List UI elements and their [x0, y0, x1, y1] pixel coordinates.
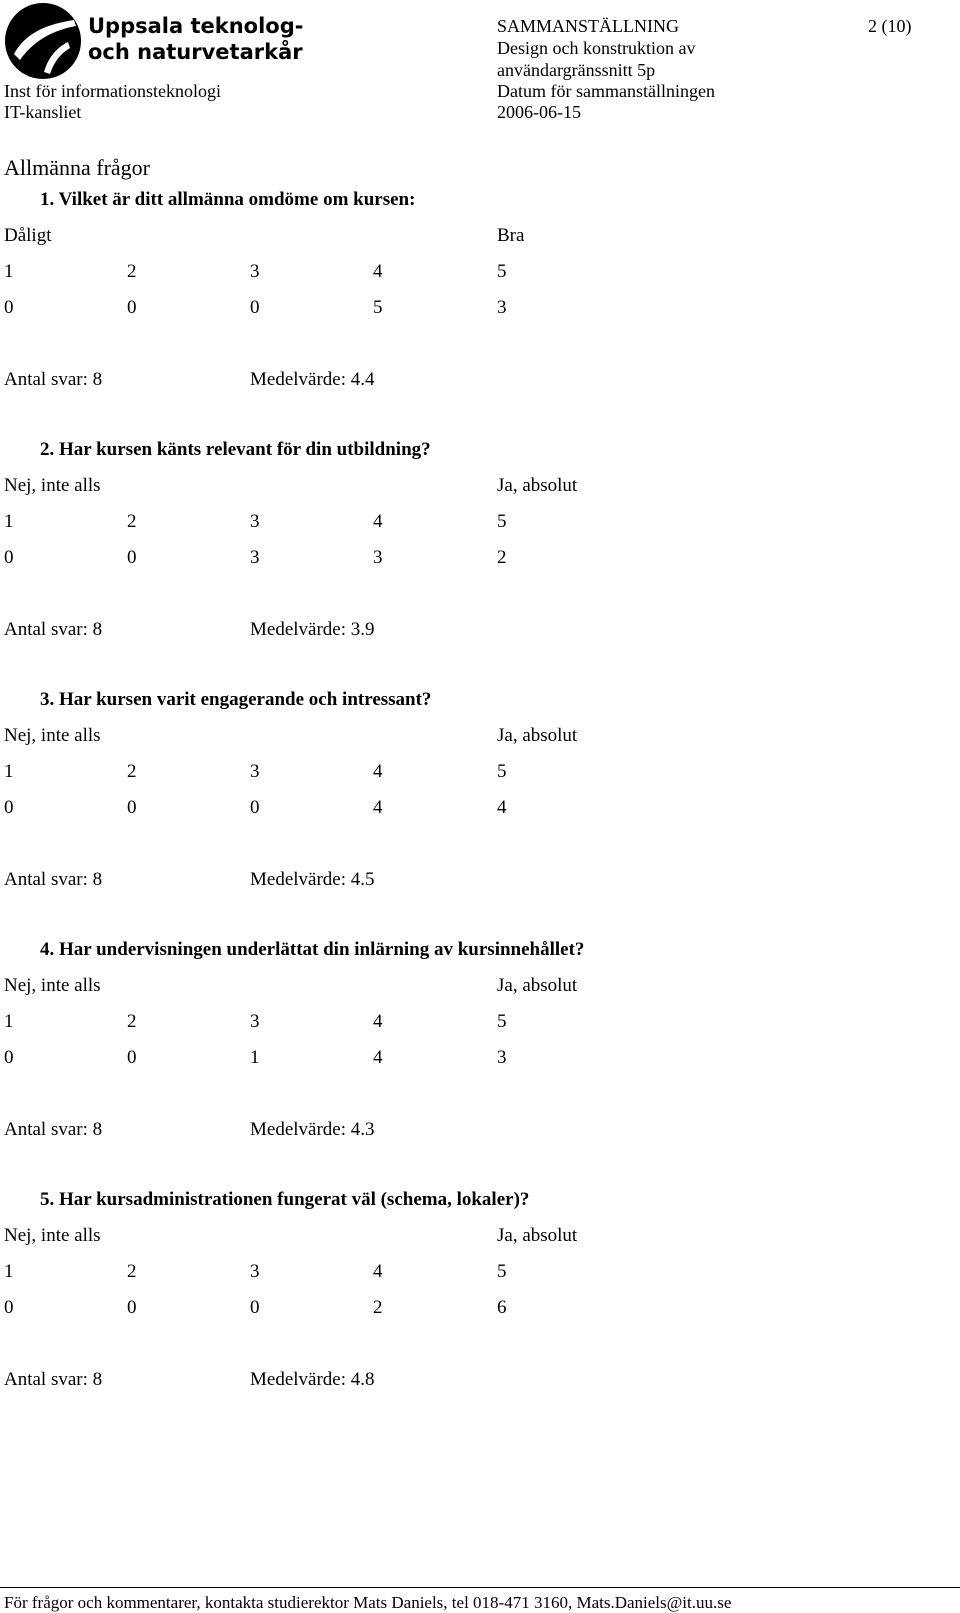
- footer-contact: För frågor och kommentarer, kontakta studierektor Mats Daniels, tel 018-471 3160, Mats.Daniels@it.uu.se: [4, 1593, 732, 1612]
- footer-divider: [0, 1587, 960, 1588]
- response-count: 0: [4, 297, 14, 318]
- mean-value: Medelvärde: 4.5: [250, 869, 375, 890]
- mean-value: Medelvärde: 4.4: [250, 369, 375, 390]
- scale-value: 3: [250, 1261, 260, 1282]
- response-count: 4: [373, 1047, 383, 1068]
- scale-high-label: Ja, absolut: [497, 475, 578, 496]
- scale-value: 1: [4, 511, 14, 532]
- scale-value: 2: [127, 261, 137, 282]
- response-count: 3: [497, 297, 507, 318]
- response-count: 6: [497, 1297, 507, 1318]
- scale-low-label: Nej, inte alls: [4, 975, 101, 996]
- scale-value: 3: [250, 511, 260, 532]
- course-name-line2: användargränssnitt 5p: [497, 60, 656, 80]
- scale-value: 3: [250, 261, 260, 282]
- scale-value: 4: [373, 1011, 383, 1032]
- org-name-line2: och naturvetarkår: [88, 40, 303, 64]
- date-label: Datum för sammanställningen: [497, 81, 715, 101]
- scale-value: 5: [497, 761, 507, 782]
- answer-count: Antal svar: 8: [4, 369, 103, 390]
- utn-logo-icon: [4, 2, 82, 80]
- scale-value: 5: [497, 1261, 507, 1282]
- response-count: 3: [373, 547, 383, 568]
- answer-count: Antal svar: 8: [4, 1119, 103, 1140]
- response-count: 0: [127, 547, 137, 568]
- question-block: [0, 1188, 960, 1418]
- question-block: [0, 188, 960, 418]
- scale-value: 2: [127, 511, 137, 532]
- question-title: 1. Vilket är ditt allmänna omdöme om kursen:: [40, 189, 416, 210]
- scale-value: 1: [4, 1261, 14, 1282]
- scale-value: 2: [127, 1261, 137, 1282]
- scale-value: 4: [373, 511, 383, 532]
- response-count: 5: [373, 297, 383, 318]
- scale-value: 4: [373, 261, 383, 282]
- response-count: 1: [250, 1047, 260, 1068]
- page-number: 2 (10): [868, 16, 912, 36]
- response-count: 0: [4, 1047, 14, 1068]
- section-title: Allmänna frågor: [4, 155, 150, 180]
- document-type: SAMMANSTÄLLNING: [497, 16, 680, 36]
- scale-value: 1: [4, 761, 14, 782]
- question-block: [0, 938, 960, 1168]
- response-count: 0: [127, 1297, 137, 1318]
- response-count: 0: [250, 297, 260, 318]
- mean-value: Medelvärde: 3.9: [250, 619, 375, 640]
- scale-value: 4: [373, 761, 383, 782]
- response-count: 2: [497, 547, 507, 568]
- scale-value: 1: [4, 261, 14, 282]
- scale-value: 5: [497, 1011, 507, 1032]
- response-count: 4: [373, 797, 383, 818]
- office: IT-kansliet: [4, 102, 82, 122]
- scale-high-label: Ja, absolut: [497, 975, 578, 996]
- scale-value: 5: [497, 511, 507, 532]
- answer-count: Antal svar: 8: [4, 869, 103, 890]
- course-name-line1: Design och konstruktion av: [497, 38, 696, 58]
- scale-value: 2: [127, 761, 137, 782]
- response-count: 0: [4, 1297, 14, 1318]
- response-count: 4: [497, 797, 507, 818]
- question-title: 3. Har kursen varit engagerande och intressant?: [40, 689, 432, 710]
- response-count: 0: [127, 1047, 137, 1068]
- response-count: 0: [250, 1297, 260, 1318]
- scale-low-label: Dåligt: [4, 225, 52, 246]
- response-count: 3: [497, 1047, 507, 1068]
- scale-value: 5: [497, 261, 507, 282]
- scale-value: 4: [373, 1261, 383, 1282]
- question-block: [0, 688, 960, 918]
- response-count: 0: [127, 797, 137, 818]
- scale-value: 3: [250, 1011, 260, 1032]
- answer-count: Antal svar: 8: [4, 619, 103, 640]
- scale-low-label: Nej, inte alls: [4, 1225, 101, 1246]
- report-date: 2006-06-15: [497, 102, 581, 122]
- scale-high-label: Ja, absolut: [497, 1225, 578, 1246]
- question-title: 4. Har undervisningen underlättat din inlärning av kursinnehållet?: [40, 939, 585, 960]
- response-count: 0: [250, 797, 260, 818]
- mean-value: Medelvärde: 4.8: [250, 1369, 375, 1390]
- response-count: 0: [4, 547, 14, 568]
- scale-low-label: Nej, inte alls: [4, 725, 101, 746]
- org-name-line1: Uppsala teknolog-: [88, 14, 304, 38]
- scale-high-label: Bra: [497, 225, 525, 246]
- scale-value: 3: [250, 761, 260, 782]
- response-count: 0: [127, 297, 137, 318]
- response-count: 3: [250, 547, 260, 568]
- scale-value: 1: [4, 1011, 14, 1032]
- response-count: 0: [4, 797, 14, 818]
- scale-value: 2: [127, 1011, 137, 1032]
- question-block: [0, 438, 960, 668]
- mean-value: Medelvärde: 4.3: [250, 1119, 375, 1140]
- question-title: 2. Har kursen känts relevant för din utbildning?: [40, 439, 431, 460]
- answer-count: Antal svar: 8: [4, 1369, 103, 1390]
- response-count: 2: [373, 1297, 383, 1318]
- question-title: 5. Har kursadministrationen fungerat väl (schema, lokaler)?: [40, 1189, 530, 1210]
- department: Inst för informationsteknologi: [4, 81, 221, 101]
- scale-high-label: Ja, absolut: [497, 725, 578, 746]
- scale-low-label: Nej, inte alls: [4, 475, 101, 496]
